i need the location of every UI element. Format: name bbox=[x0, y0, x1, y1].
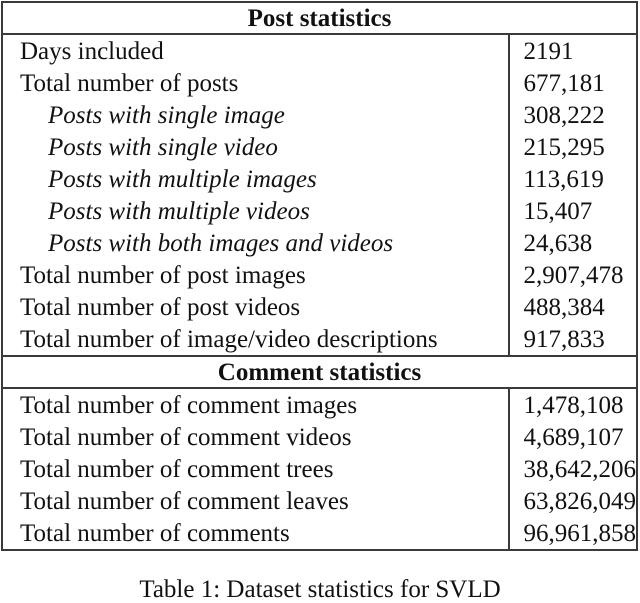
row-value: 2191 bbox=[523, 37, 574, 65]
row-value: 38,642,206 bbox=[523, 455, 636, 483]
table-row bbox=[2, 453, 637, 485]
row-label: Posts with multiple videos bbox=[2, 195, 509, 227]
section-title: Comment statistics bbox=[2, 356, 637, 388]
table-caption: Table 1: Dataset statistics for SVLD bbox=[139, 576, 501, 603]
row-label: Days included bbox=[2, 34, 509, 67]
table-row bbox=[2, 388, 637, 421]
row-label: Posts with multiple images bbox=[2, 163, 509, 195]
section-title: Post statistics bbox=[2, 2, 637, 34]
table-row bbox=[2, 421, 637, 453]
row-value: 4,689,107 bbox=[523, 423, 624, 451]
table-row bbox=[2, 34, 637, 67]
row-value: 96,961,858 bbox=[523, 519, 636, 547]
row-label: Total number of comment images bbox=[2, 388, 509, 421]
statistics-table bbox=[1, 1, 638, 551]
row-value: 63,826,049 bbox=[523, 487, 636, 515]
row-value: 24,638 bbox=[523, 229, 593, 257]
table-row bbox=[2, 131, 637, 163]
section-header-comment bbox=[2, 356, 637, 388]
table-row bbox=[2, 99, 637, 131]
row-value: 917,833 bbox=[523, 325, 605, 353]
row-label: Total number of comment videos bbox=[2, 421, 509, 453]
row-label: Total number of comments bbox=[2, 517, 509, 550]
row-value: 215,295 bbox=[523, 133, 605, 161]
row-label: Total number of post images bbox=[2, 259, 509, 291]
table-row bbox=[2, 195, 637, 227]
table-row bbox=[2, 259, 637, 291]
row-value: 2,907,478 bbox=[523, 261, 624, 289]
row-value: 677,181 bbox=[523, 69, 605, 97]
row-label: Total number of posts bbox=[2, 67, 509, 99]
row-value: 1,478,108 bbox=[523, 391, 624, 419]
row-label: Total number of comment leaves bbox=[2, 485, 509, 517]
row-label: Posts with both images and videos bbox=[2, 227, 509, 259]
row-label: Total number of comment trees bbox=[2, 453, 509, 485]
row-value: 15,407 bbox=[523, 197, 593, 225]
row-label: Posts with single image bbox=[2, 99, 509, 131]
table-row bbox=[2, 517, 637, 550]
table-row bbox=[2, 485, 637, 517]
row-value: 488,384 bbox=[523, 293, 605, 321]
row-label: Total number of image/video descriptions bbox=[2, 323, 509, 356]
section-header-post bbox=[2, 2, 637, 34]
table-row bbox=[2, 291, 637, 323]
table-row bbox=[2, 163, 637, 195]
table-row bbox=[2, 67, 637, 99]
row-label: Posts with single video bbox=[2, 131, 509, 163]
row-label: Total number of post videos bbox=[2, 291, 509, 323]
table-row bbox=[2, 323, 637, 356]
row-value: 113,619 bbox=[523, 165, 604, 193]
row-value: 308,222 bbox=[523, 101, 605, 129]
table-row bbox=[2, 227, 637, 259]
